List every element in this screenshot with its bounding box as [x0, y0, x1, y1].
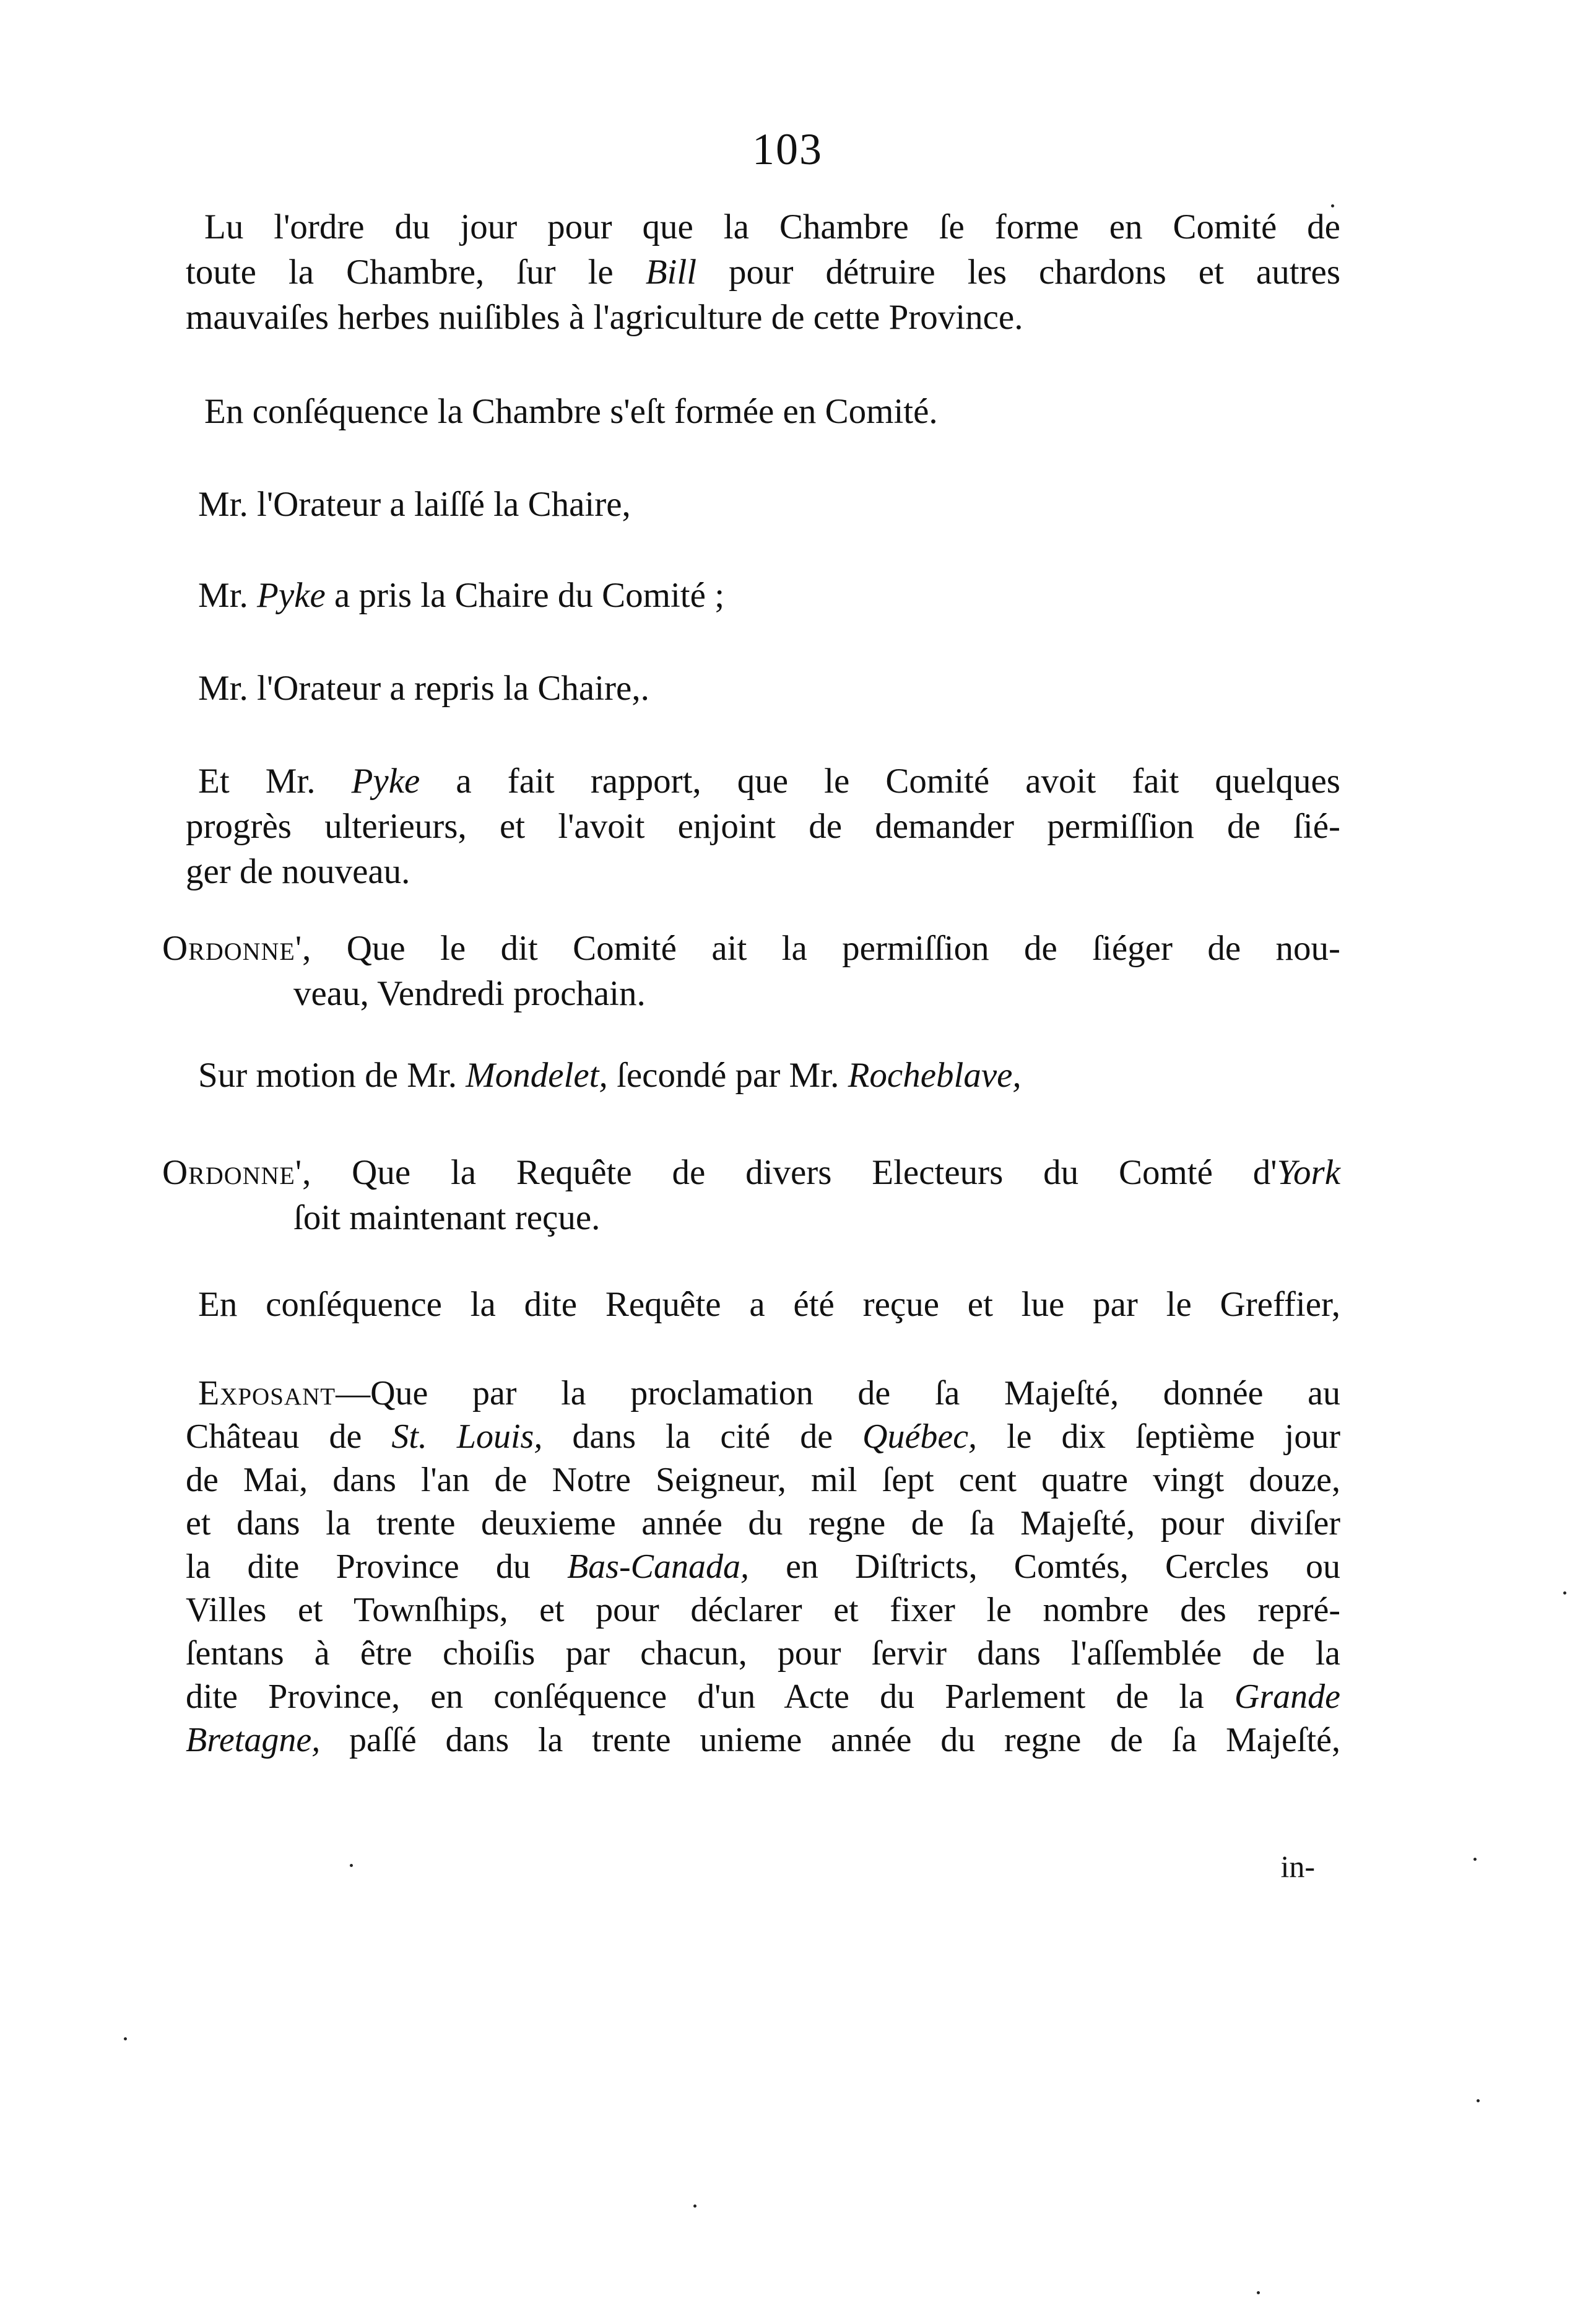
ordonne-label: Ordonne', [162, 1153, 312, 1192]
ordonne-label: Ordonne', [162, 929, 312, 968]
scan-speck [124, 2037, 127, 2040]
text-line: ſoit maintenant reçue. [293, 1198, 601, 1237]
paragraph-ordered-petition [162, 1150, 1340, 1240]
text-line: veau, Vendredi prochain. [293, 974, 646, 1013]
text-line: toute la Chambre, ſur le Bill pour détruire les chardons et autres [186, 253, 1341, 292]
place-name: Bas-Canada, [566, 1547, 749, 1586]
text-line: Exposant—Que par la proclamation de ſa Majeſté, donnée au [198, 1374, 1340, 1412]
scan-speck [1331, 204, 1334, 207]
scan-speck [1563, 1591, 1566, 1595]
place-name: Bretagne, [186, 1721, 321, 1759]
place-name: Grande [1234, 1678, 1340, 1716]
person-name: Mondelet, [466, 1056, 608, 1095]
text-line: la dite Province du Bas-Canada, en Diſtricts, Comtés, Cercles ou [186, 1547, 1340, 1586]
place-name: St. Louis, [391, 1417, 543, 1456]
person-name: Pyke [257, 576, 326, 615]
paragraph-speaker-resumed: Mr. l'Orateur a repris la Chaire,. [198, 669, 649, 708]
paragraph-order-of-day [186, 204, 1340, 340]
place-name: Québec, [862, 1417, 978, 1456]
text-line: Et Mr. Pyke a fait rapport, que le Comité avoit fait quelques [198, 762, 1340, 801]
paragraph-motion: Sur motion de Mr. Mondelet, ſecondé par Mr. Rocheblave, [198, 1056, 1022, 1095]
text-line: de Mai, dans l'an de Notre Seigneur, mil ſept cent quatre vingt douze, [186, 1461, 1340, 1499]
exposant-label: Exposant [198, 1374, 336, 1412]
text-line: Villes et Townſhips, et pour déclarer et fixer le nombre des repré- [186, 1591, 1340, 1629]
person-name: Rocheblave, [848, 1056, 1022, 1095]
text-line: Lu l'ordre du jour pour que la Chambre ſe forme en Comité de [204, 207, 1340, 246]
text-line: dite Province, en conſéquence d'un Acte du Parlement de la Grande [186, 1678, 1340, 1716]
paragraph-petition-read: En conſéquence la dite Requête a été reçue et lue par le Greffier, [198, 1285, 1340, 1324]
text-line: ſentans à être choiſis par chacun, pour ſervir dans l'aſſemblée de la [186, 1634, 1340, 1673]
paragraph-pyke-report [186, 759, 1340, 894]
scan-speck [1473, 1858, 1477, 1861]
paragraph-pyke-chair: Mr. Pyke a pris la Chaire du Comité ; [198, 576, 725, 615]
text-line: et dans la trente deuxieme année du regne de ſa Majeſté, pour diviſer [186, 1504, 1340, 1543]
text-line: ger de nouveau. [186, 852, 410, 891]
bill-word: Bill [645, 253, 697, 292]
scan-speck [350, 1864, 353, 1867]
page-number: 103 [752, 124, 823, 174]
scan-speck [1477, 2099, 1480, 2102]
text-line: Ordonne', Que le dit Comité ait la permiſſion de ſiéger de nou- [162, 929, 1340, 968]
paragraph-exposant [186, 1372, 1340, 1762]
paragraph-ordered-sit-again [162, 926, 1340, 1016]
paragraph-speaker-left: Mr. l'Orateur a laiſſé la Chaire, [198, 485, 631, 524]
catchword: in- [1280, 1849, 1315, 1884]
place-name: York [1277, 1153, 1340, 1192]
text-line: Bretagne, paſſé dans la trente unieme année du regne de ſa Majeſté, [186, 1721, 1340, 1759]
text-line: mauvaiſes herbes nuiſibles à l'agriculture de cette Province. [186, 298, 1023, 337]
scan-speck [693, 2204, 696, 2208]
scan-speck [1257, 2291, 1260, 2294]
person-name: Pyke [351, 762, 420, 801]
text-line: Château de St. Louis, dans la cité de Québec, le dix ſeptième jour [186, 1417, 1340, 1456]
text-line: Ordonne', Que la Requête de divers Electeurs du Comté d'York [162, 1153, 1340, 1192]
text-line: progrès ulterieurs, et l'avoit enjoint de demander permiſſion de ſié- [186, 807, 1340, 846]
paragraph-committee-formed: En conſéquence la Chambre s'eſt formée en Comité. [204, 392, 938, 431]
